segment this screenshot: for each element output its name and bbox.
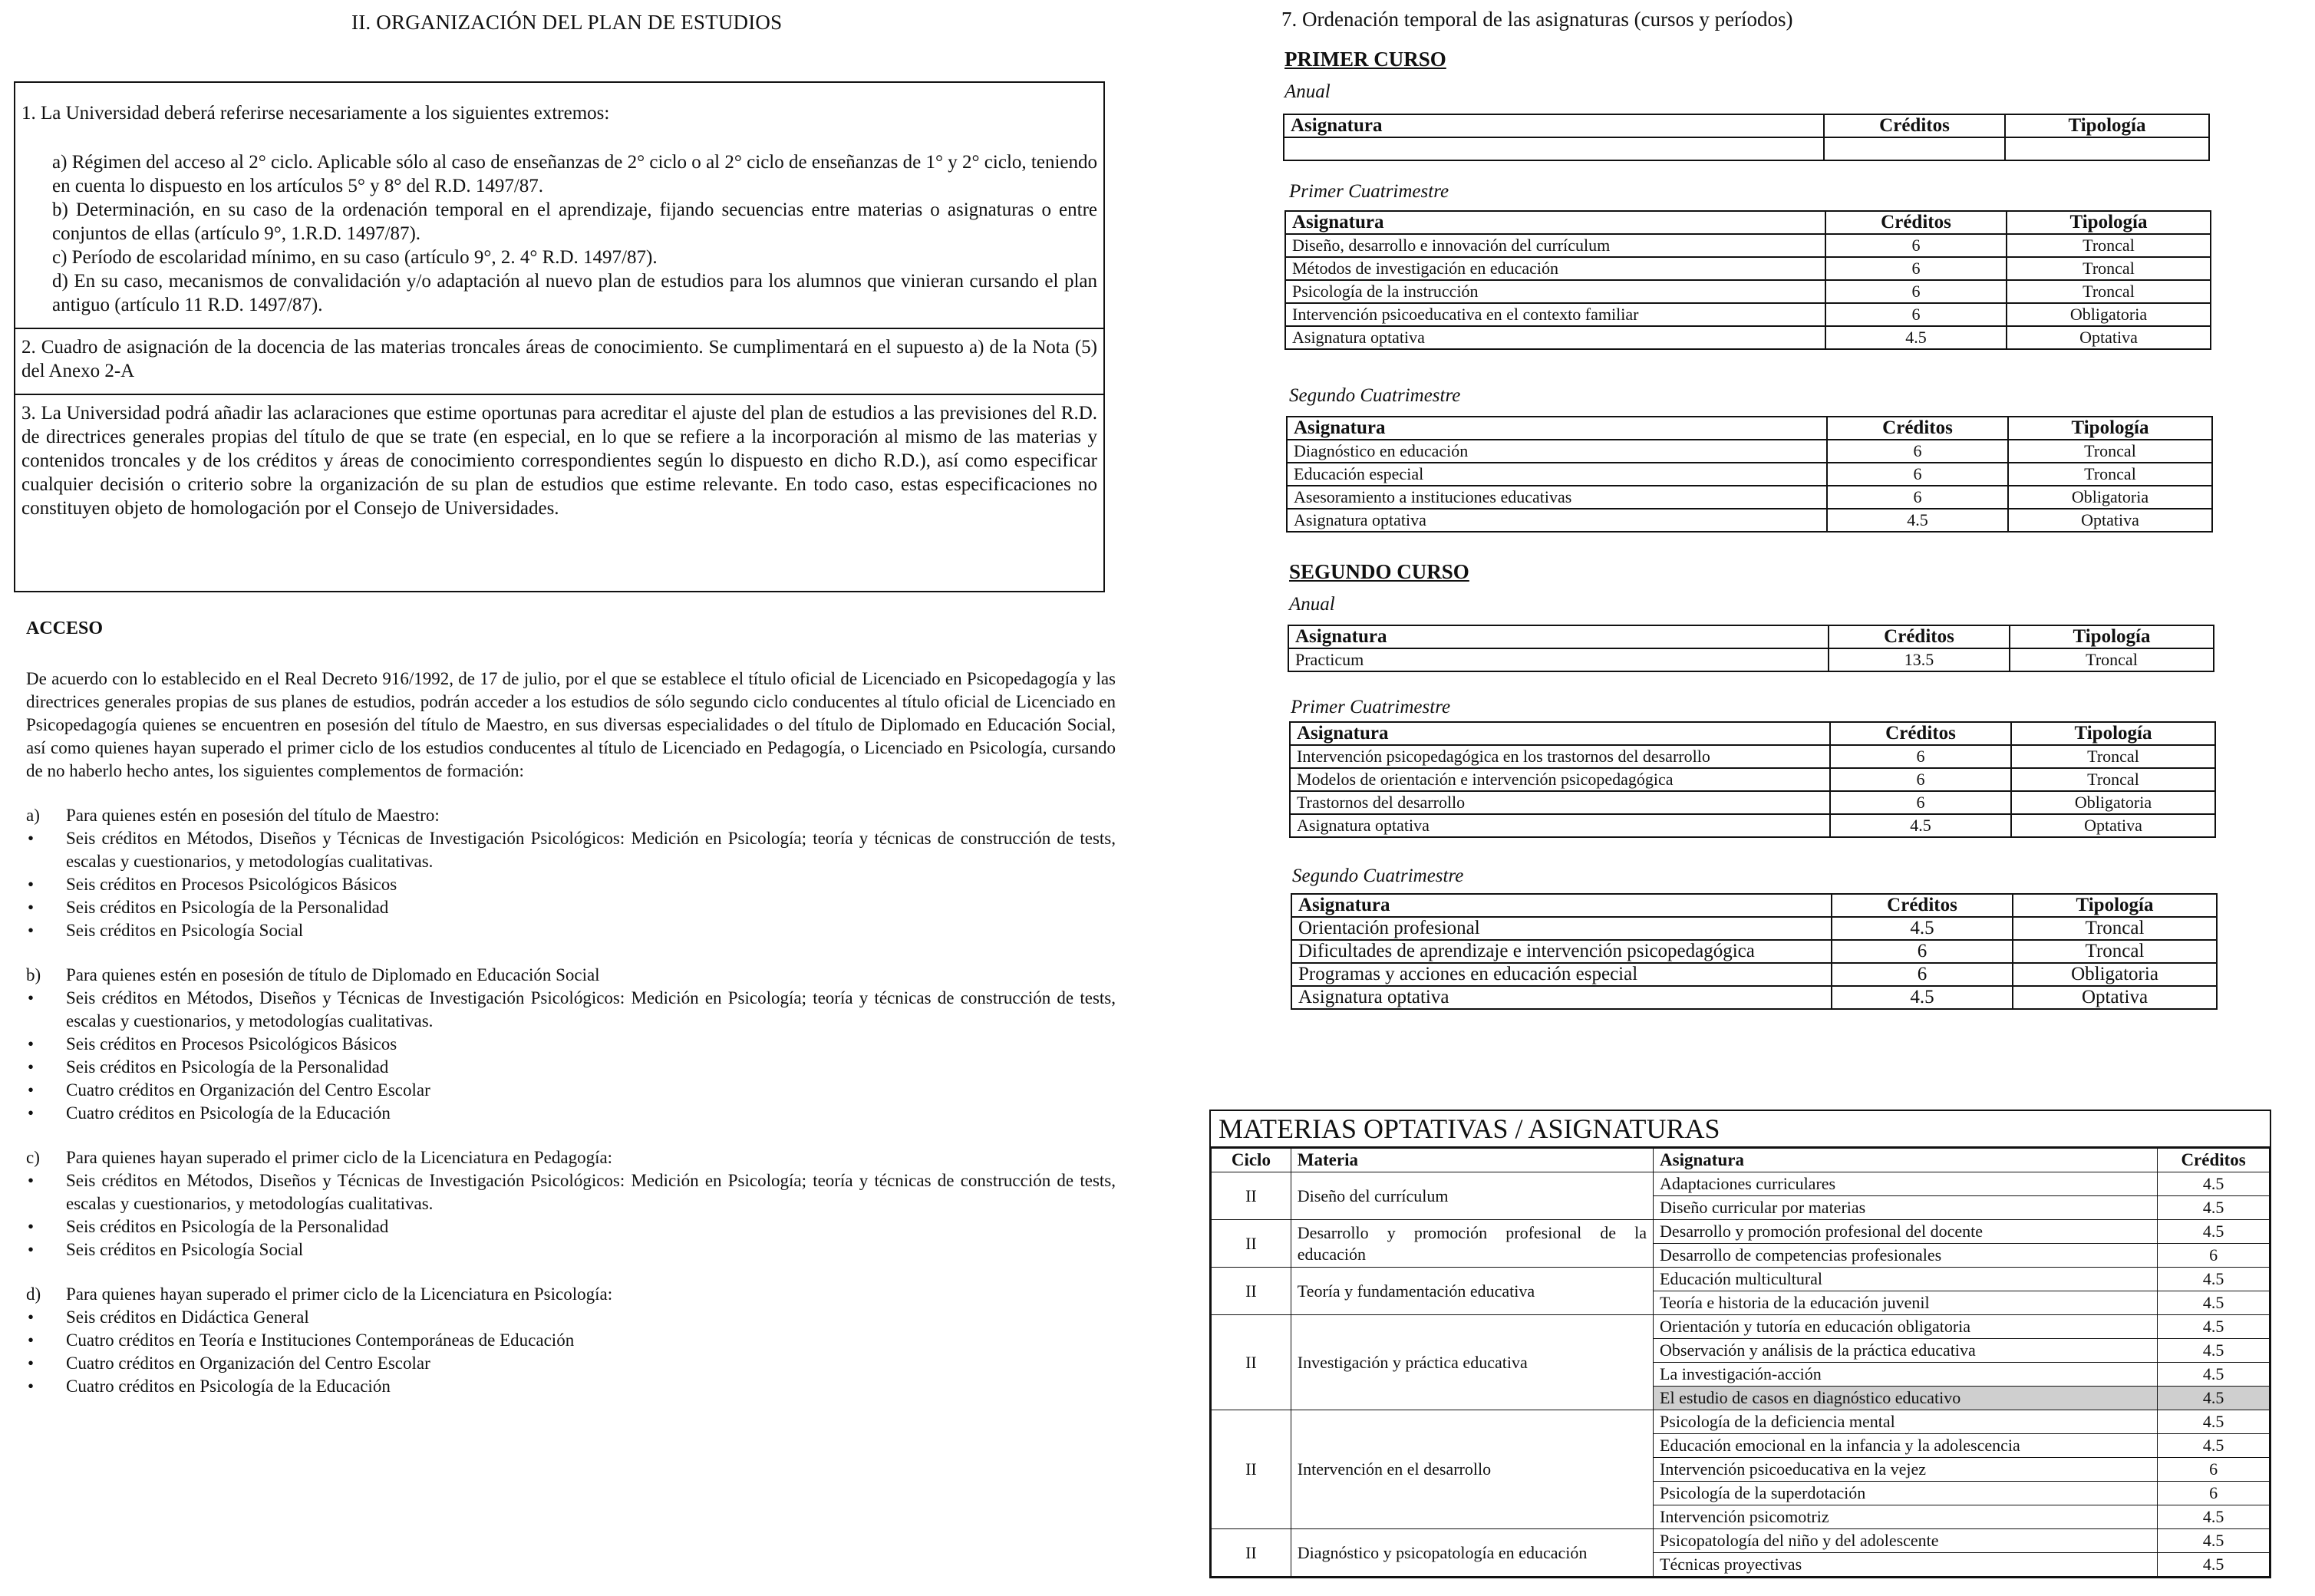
- table-row: [1288, 648, 2214, 671]
- asignatura-cell: Psicología de la superdotación: [1654, 1482, 2158, 1505]
- materia-cell: Intervención en el desarrollo: [1291, 1410, 1653, 1529]
- group-label: d): [26, 1284, 41, 1304]
- asignatura-cell: Intervención psicoeducativa en la vejez: [1654, 1458, 2158, 1482]
- col-header: Tipología: [2010, 625, 2214, 648]
- col-header: Tipología: [2007, 211, 2211, 234]
- table-row: [1287, 486, 2212, 509]
- tipologia-cell: Optativa: [2013, 986, 2217, 1009]
- table-row: [1212, 1268, 2270, 1291]
- tipologia-cell: Obligatoria: [2013, 963, 2217, 986]
- asignatura-cell: Desarrollo y promoción profesional del docente: [1654, 1220, 2158, 1244]
- creditos-cell: 4.5: [2158, 1172, 2270, 1196]
- acceso-group-a: [26, 804, 1116, 942]
- asignatura-cell: Orientación y tutoría en educación obligatoria: [1654, 1315, 2158, 1339]
- creditos-cell: 4.5: [2158, 1315, 2270, 1339]
- note-1b: b) Determinación, en su caso de la ordenación temporal en el aprendizaje, fijando secuencias entre materias o asignaturas o entre conjuntos de ellas (artículo 9°, 1.R.D. 1497/87).: [52, 200, 1097, 244]
- creditos-cell: 4.5: [2158, 1339, 2270, 1363]
- materia-cell: Teoría y fundamentación educativa: [1291, 1268, 1653, 1315]
- asignatura-cell: Teoría e historia de la educación juvenil: [1654, 1291, 2158, 1315]
- group-label: a): [26, 806, 40, 825]
- tipologia-cell: Troncal: [2008, 440, 2212, 463]
- period-label: Anual: [1284, 81, 1331, 102]
- col-header: Tipología: [2005, 114, 2209, 137]
- col-header: Créditos: [1830, 722, 2011, 745]
- ciclo-cell: II: [1212, 1410, 1291, 1529]
- creditos-cell: 4.5: [1830, 814, 2011, 837]
- ciclo-cell: II: [1212, 1220, 1291, 1268]
- list-item: • Seis créditos en Psicología de la Personalidad: [26, 1056, 1116, 1079]
- primer-curso-heading: PRIMER CURSO: [1284, 48, 1446, 71]
- list-item: • Seis créditos en Psicología Social: [26, 1238, 1116, 1261]
- list-item: • Cuatro créditos en Psicología de la Educación: [26, 1375, 1116, 1398]
- col-header: Asignatura: [1285, 211, 1825, 234]
- table-row: [1212, 1220, 2270, 1244]
- list-item: • Seis créditos en Métodos, Diseños y Técnicas de Investigación Psicológicos: Medición en Psicología; teoría y técnicas de construcción de tests, escalas y cuestionarios, y metodologías cualitativas.: [26, 827, 1116, 873]
- creditos-cell: 4.5: [2158, 1291, 2270, 1315]
- group-text: Para quienes hayan superado el primer ciclo de la Licenciatura en Pedagogía:: [66, 1148, 613, 1167]
- ciclo-cell: II: [1212, 1315, 1291, 1410]
- creditos-cell: 6: [1827, 463, 2008, 486]
- acceso-group-c: [26, 1146, 1116, 1261]
- asignatura-cell: Psicopatología del niño y del adolescente: [1654, 1529, 2158, 1553]
- tipologia-cell: Troncal: [2013, 917, 2217, 940]
- creditos-cell: 4.5: [1825, 326, 2007, 349]
- tipologia-cell: Troncal: [2008, 463, 2212, 486]
- asignatura-cell: El estudio de casos en diagnóstico educativo: [1654, 1387, 2158, 1410]
- period-label: Segundo Cuatrimestre: [1289, 385, 1461, 406]
- materia-cell: Diagnóstico y psicopatología en educación: [1291, 1529, 1653, 1577]
- col-header: Tipología: [2008, 417, 2212, 440]
- ciclo-cell: II: [1212, 1529, 1291, 1577]
- creditos-cell: 6: [1830, 791, 2011, 814]
- asignatura-cell: Diagnóstico en educación: [1287, 440, 1827, 463]
- asignatura-cell: Intervención psicopedagógica en los trastornos del desarrollo: [1290, 745, 1830, 768]
- creditos-cell: 4.5: [2158, 1268, 2270, 1291]
- list-item: • Seis créditos en Psicología de la Personalidad: [26, 1215, 1116, 1238]
- list-item: • Cuatro créditos en Organización del Centro Escolar: [26, 1079, 1116, 1102]
- ciclo-cell: II: [1212, 1268, 1291, 1315]
- table-row: [1290, 745, 2215, 768]
- col-header: Tipología: [2011, 722, 2215, 745]
- tipologia-cell: Troncal: [2011, 745, 2215, 768]
- col-header: Materia: [1291, 1149, 1653, 1172]
- table-row: [1290, 791, 2215, 814]
- table-segundo-c1: [1289, 721, 2216, 838]
- col-header: Asignatura: [1284, 114, 1824, 137]
- tipologia-cell: Optativa: [2011, 814, 2215, 837]
- creditos-cell: 4.5: [1832, 917, 2013, 940]
- note-1a: a) Régimen del acceso al 2° ciclo. Aplicable sólo al caso de enseñanzas de 2° ciclo o al 2° ciclo de enseñanzas de 1° y 2° ciclo, teniendo en cuenta lo dispuesto en los artículos 5° y 8° del R.D. 1497/87.: [52, 152, 1097, 196]
- col-header: Créditos: [2158, 1149, 2270, 1172]
- list-item: • Seis créditos en Procesos Psicológicos Básicos: [26, 1033, 1116, 1056]
- table-row: [1291, 986, 2217, 1009]
- col-header: Ciclo: [1212, 1149, 1291, 1172]
- creditos-cell: 6: [1825, 234, 2007, 257]
- tipologia-cell: Troncal: [2007, 234, 2211, 257]
- instructions-box: [14, 81, 1105, 592]
- asignatura-cell: Trastornos del desarrollo: [1290, 791, 1830, 814]
- creditos-cell: 6: [1825, 257, 2007, 280]
- creditos-cell: 6: [1830, 745, 2011, 768]
- asignatura-cell: Educación emocional en la infancia y la adolescencia: [1654, 1434, 2158, 1458]
- creditos-cell: 6: [2158, 1482, 2270, 1505]
- creditos-cell: 6: [1825, 303, 2007, 326]
- creditos-cell: 4.5: [2158, 1196, 2270, 1220]
- optativas-title: MATERIAS OPTATIVAS / ASIGNATURAS: [1211, 1111, 2270, 1148]
- tipologia-cell: Obligatoria: [2011, 791, 2215, 814]
- creditos-cell: 4.5: [2158, 1220, 2270, 1244]
- tipologia-cell: Troncal: [2007, 280, 2211, 303]
- table-row: [1290, 814, 2215, 837]
- table-row: [1212, 1529, 2270, 1553]
- col-header: Créditos: [1827, 417, 2008, 440]
- creditos-cell: 4.5: [2158, 1553, 2270, 1577]
- table-row: [1291, 963, 2217, 986]
- tipologia-cell: Troncal: [2010, 648, 2214, 671]
- table-row: [1285, 326, 2211, 349]
- col-header: Asignatura: [1290, 722, 1830, 745]
- asignatura-cell: Intervención psicoeducativa en el contexto familiar: [1285, 303, 1825, 326]
- acceso-heading: ACCESO: [26, 618, 104, 638]
- creditos-cell: 4.5: [2158, 1387, 2270, 1410]
- section-title: 7. Ordenación temporal de las asignaturas (cursos y períodos): [1281, 8, 1793, 31]
- period-label: Anual: [1289, 594, 1335, 615]
- asignatura-cell: Educación multicultural: [1654, 1268, 2158, 1291]
- table-row: [1285, 280, 2211, 303]
- col-header: Asignatura: [1291, 894, 1832, 917]
- list-item: • Seis créditos en Psicología Social: [26, 919, 1116, 942]
- asignatura-cell: Asesoramiento a instituciones educativas: [1287, 486, 1827, 509]
- creditos-cell: 6: [2158, 1244, 2270, 1268]
- asignatura-cell: Programas y acciones en educación especial: [1291, 963, 1832, 986]
- asignatura-cell: Modelos de orientación e intervención psicopedagógica: [1290, 768, 1830, 791]
- asignatura-cell: Psicología de la deficiencia mental: [1654, 1410, 2158, 1434]
- table-row: [1212, 1172, 2270, 1196]
- asignatura-cell: Orientación profesional: [1291, 917, 1832, 940]
- list-item: • Seis créditos en Métodos, Diseños y Técnicas de Investigación Psicológicos: Medición en Psicología; teoría y técnicas de construcción de tests, escalas y cuestionarios, y metodologías cualitativas.: [26, 987, 1116, 1033]
- acceso-intro: De acuerdo con lo establecido en el Real Decreto 916/1992, de 17 de julio, por el que se establece el título oficial de Licenciado en Psicopedagogía y las directrices generales propias de sus planes de estudios, podrán acceder a los estudios de sólo segundo ciclo conducentes al título oficial de Licenciado en Psicopedagogía quienes se encuentren en posesión del título de Maestro, en sus diversas especialidades o del título de Diplomado en Educación Social, así como quienes hayan superado el primer ciclo de los estudios conducentes al título de Licenciado en Pedagogía, o Licenciado en Psicología, cursando de no haberlo hecho antes, los siguientes complementos de formación:: [26, 669, 1116, 780]
- optativas-box: [1209, 1110, 2271, 1578]
- creditos-cell: 4.5: [1832, 986, 2013, 1009]
- list-item: • Seis créditos en Procesos Psicológicos Básicos: [26, 873, 1116, 896]
- col-header: Asignatura: [1654, 1149, 2158, 1172]
- col-header: Asignatura: [1288, 625, 1829, 648]
- asignatura-cell: Intervención psicomotriz: [1654, 1505, 2158, 1529]
- list-item: • Seis créditos en Psicología de la Personalidad: [26, 896, 1116, 919]
- creditos-cell: 6: [1832, 940, 2013, 963]
- table-primer-c1: [1284, 210, 2211, 350]
- period-label: Segundo Cuatrimestre: [1292, 866, 1464, 886]
- creditos-cell: 6: [1827, 486, 2008, 509]
- list-item: • Cuatro créditos en Teoría e Instituciones Contemporáneas de Educación: [26, 1329, 1116, 1352]
- creditos-cell: 13.5: [1829, 648, 2010, 671]
- group-text: Para quienes estén en posesión de título de Diplomado en Educación Social: [66, 965, 600, 984]
- creditos-cell: 6: [1825, 280, 2007, 303]
- table-row: [1212, 1315, 2270, 1339]
- asignatura-cell: Dificultades de aprendizaje e intervención psicopedagógica: [1291, 940, 1832, 963]
- tipologia-cell: Troncal: [2011, 768, 2215, 791]
- table-row: [1287, 509, 2212, 532]
- note-1c: c) Período de escolaridad mínimo, en su caso (artículo 9°, 2. 4° R.D. 1497/87).: [52, 247, 658, 268]
- asignatura-cell: Asignatura optativa: [1291, 986, 1832, 1009]
- asignatura-cell: La investigación-acción: [1654, 1363, 2158, 1387]
- note-3: 3. La Universidad podrá añadir las aclaraciones que estime oportunas para acreditar el ajuste del plan de estudios a las previsiones del R.D. de directrices generales propias del título de que se trate (en especial, en lo que se refiere a la incorporación al mismo de las materias y contenidos troncales y de los créditos y áreas de conocimiento correspondientes según lo dispuesto en dicho R.D.), así como especificar cualquier decisión o criterio sobre la organización de su plan de estudios que estime relevante. En todo caso, estas especificaciones no constituyen objeto de homologación por el Consejo de Universidades.: [21, 403, 1097, 519]
- col-header: Tipología: [2013, 894, 2217, 917]
- materia-cell: Desarrollo y promoción profesional de la educación: [1291, 1220, 1653, 1268]
- table-row: [1290, 768, 2215, 791]
- table-segundo-c2: [1291, 893, 2218, 1010]
- creditos-cell: 6: [1832, 963, 2013, 986]
- asignatura-cell: Observación y análisis de la práctica educativa: [1654, 1339, 2158, 1363]
- group-text: Para quienes hayan superado el primer ciclo de la Licenciatura en Psicología:: [66, 1284, 613, 1304]
- creditos-cell: 6: [1830, 768, 2011, 791]
- acceso-group-d: [26, 1283, 1116, 1398]
- page-title: II. ORGANIZACIÓN DEL PLAN DE ESTUDIOS: [351, 11, 783, 34]
- creditos-cell: 4.5: [2158, 1434, 2270, 1458]
- creditos-cell: 4.5: [2158, 1529, 2270, 1553]
- asignatura-cell: Técnicas proyectivas: [1654, 1553, 2158, 1577]
- note-1d: d) En su caso, mecanismos de convalidación y/o adaptación al nuevo plan de estudios para los alumnos que vinieran cursando el plan antiguo (artículo 11 R.D. 1497/87).: [52, 271, 1097, 315]
- materia-cell: Investigación y práctica educativa: [1291, 1315, 1653, 1410]
- col-header: Asignatura: [1287, 417, 1827, 440]
- col-header: Créditos: [1832, 894, 2013, 917]
- table-primer-anual: [1283, 114, 2210, 161]
- asignatura-cell: Educación especial: [1287, 463, 1827, 486]
- asignatura-cell: Diseño, desarrollo e innovación del currículum: [1285, 234, 1825, 257]
- creditos-cell: 4.5: [2158, 1505, 2270, 1529]
- table-row: [1287, 440, 2212, 463]
- group-label: c): [26, 1148, 40, 1167]
- creditos-cell: 4.5: [2158, 1410, 2270, 1434]
- table-row: [1285, 257, 2211, 280]
- table-row: [1287, 463, 2212, 486]
- creditos-cell: 4.5: [2158, 1363, 2270, 1387]
- acceso-section: [26, 617, 1116, 1398]
- list-item: • Cuatro créditos en Organización del Centro Escolar: [26, 1352, 1116, 1375]
- asignatura-cell: Adaptaciones curriculares: [1654, 1172, 2158, 1196]
- table-segundo-anual: [1288, 625, 2214, 672]
- table-row: [1291, 917, 2217, 940]
- col-header: Créditos: [1829, 625, 2010, 648]
- ciclo-cell: II: [1212, 1172, 1291, 1220]
- tipologia-cell: Optativa: [2008, 509, 2212, 532]
- asignatura-cell: Practicum: [1288, 648, 1829, 671]
- asignatura-cell: Diseño curricular por materias: [1654, 1196, 2158, 1220]
- table-primer-c2: [1286, 416, 2213, 533]
- creditos-cell: 6: [1827, 440, 2008, 463]
- table-row: [1212, 1410, 2270, 1434]
- asignatura-cell: Asignatura optativa: [1290, 814, 1830, 837]
- table-row: [1285, 303, 2211, 326]
- list-item: • Seis créditos en Didáctica General: [26, 1306, 1116, 1329]
- asignatura-cell: Asignatura optativa: [1287, 509, 1827, 532]
- optativas-table: [1211, 1148, 2270, 1577]
- asignatura-cell: Métodos de investigación en educación: [1285, 257, 1825, 280]
- divider: [15, 328, 1103, 329]
- col-header: Créditos: [1825, 211, 2007, 234]
- tipologia-cell: Obligatoria: [2008, 486, 2212, 509]
- materia-cell: Diseño del currículum: [1291, 1172, 1653, 1220]
- period-label: Primer Cuatrimestre: [1289, 181, 1449, 202]
- note-2: 2. Cuadro de asignación de la docencia de las materias troncales áreas de conocimiento. Se cumplimentará en el supuesto a) de la Nota (5) del Anexo 2-A: [21, 337, 1097, 381]
- tipologia-cell: Obligatoria: [2007, 303, 2211, 326]
- tipologia-cell: Optativa: [2007, 326, 2211, 349]
- creditos-cell: 6: [2158, 1458, 2270, 1482]
- note-1: 1. La Universidad deberá referirse necesariamente a los siguientes extremos:: [21, 103, 610, 124]
- asignatura-cell: Desarrollo de competencias profesionales: [1654, 1244, 2158, 1268]
- asignatura-cell: Psicología de la instrucción: [1285, 280, 1825, 303]
- col-header: Créditos: [1824, 114, 2005, 137]
- list-item: • Cuatro créditos en Psicología de la Educación: [26, 1102, 1116, 1125]
- tipologia-cell: Troncal: [2007, 257, 2211, 280]
- period-label: Primer Cuatrimestre: [1291, 697, 1451, 717]
- list-item: • Seis créditos en Métodos, Diseños y Técnicas de Investigación Psicológicos: Medición en Psicología; teoría y técnicas de construcción de tests, escalas y cuestionarios, y metodologías cualitativas.: [26, 1169, 1116, 1215]
- table-row: [1285, 234, 2211, 257]
- acceso-group-b: [26, 964, 1116, 1125]
- creditos-cell: 4.5: [1827, 509, 2008, 532]
- tipologia-cell: Troncal: [2013, 940, 2217, 963]
- segundo-curso-heading: SEGUNDO CURSO: [1289, 560, 1469, 583]
- asignatura-cell: Asignatura optativa: [1285, 326, 1825, 349]
- group-label: b): [26, 965, 41, 984]
- group-text: Para quienes estén en posesión del título de Maestro:: [66, 806, 440, 825]
- divider: [15, 394, 1103, 395]
- table-row: [1291, 940, 2217, 963]
